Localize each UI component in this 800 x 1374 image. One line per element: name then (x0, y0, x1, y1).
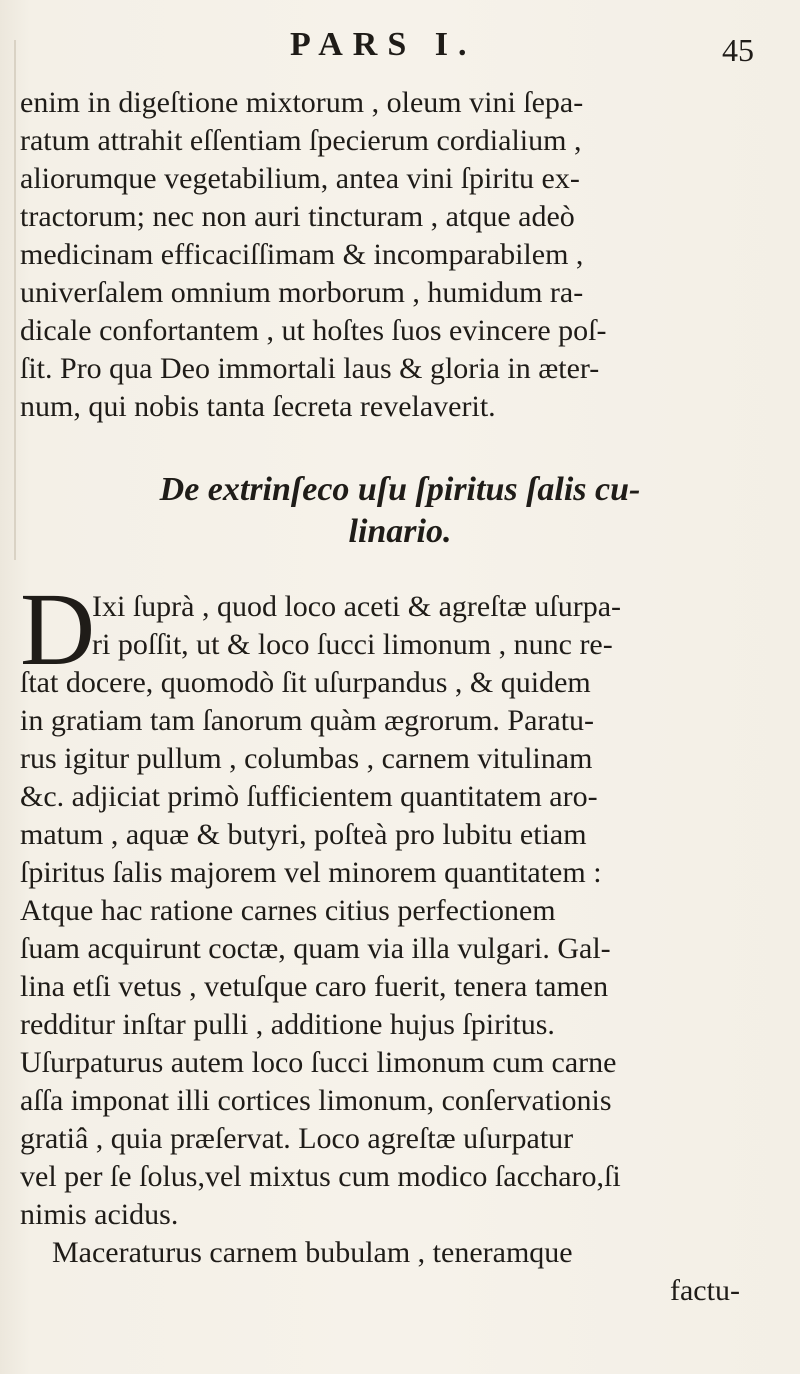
text-line: ſtat docere, quomodò ſit uſurpandus , & quidem (20, 666, 591, 699)
drop-cap: D (20, 572, 96, 687)
text-line: Ixi ſuprà , quod loco aceti & agreſtæ uſurpa- (92, 590, 621, 623)
text-line: ratum attrahit eſſentiam ſpecierum cordialium , (20, 124, 582, 157)
text-line: in gratiam tam ſanorum quàm ægrorum. Paratu- (20, 704, 595, 737)
text-line: rus igitur pullum , columbas , carnem vitulinam (20, 742, 593, 775)
text-line: enim in digeſtione mixtorum , oleum vini ſepa- (20, 86, 584, 119)
text-line: vel per ſe ſolus,vel mixtus cum modico ſaccharo,ſi (20, 1160, 621, 1193)
text-line: dicale confortantem , ut hoſtes ſuos evincere poſ- (20, 314, 607, 347)
text-line: tractorum; nec non auri tincturam , atque adeò (20, 200, 575, 233)
text-line: aſſa imponat illi cortices limonum, conſervationis (20, 1084, 612, 1117)
section-heading-line: De extrinſeco uſu ſpiritus ſalis cu- (159, 471, 641, 508)
page-number: 45 (722, 32, 754, 68)
text-line: ſpiritus ſalis majorem vel minorem quantitatem : (20, 856, 602, 889)
text-line: matum , aquæ & butyri, poſteà pro lubitu etiam (20, 818, 587, 851)
text-line: &c. adjiciat primò ſufficientem quantitatem aro- (20, 780, 598, 813)
text-line: Uſurpaturus autem loco ſucci limonum cum carne (20, 1046, 617, 1079)
page-header (0, 26, 800, 76)
text-line: ſuam acquirunt coctæ, quam via illa vulgari. Gal- (20, 932, 611, 965)
text-line: Atque hac ratione carnes citius perfectionem (20, 894, 556, 927)
text-line: aliorumque vegetabilium, antea vini ſpiritu ex- (20, 162, 580, 195)
section-heading-line: linario. (348, 513, 452, 550)
text-line: medicinam efficaciſſimam & incomparabilem , (20, 238, 584, 271)
text-line: num, qui nobis tanta ſecreta revelaverit. (20, 390, 496, 423)
text-line: gratiâ , quia præſervat. Loco agreſtæ uſurpatur (20, 1122, 574, 1155)
text-line: Maceraturus carnem bubulam , teneramque (52, 1236, 573, 1269)
catchword: factu- (670, 1274, 740, 1307)
text-line: redditur inſtar pulli , additione hujus ſpiritus. (20, 1008, 555, 1041)
text-line: lina etſi vetus , vetuſque caro fuerit, tenera tamen (20, 970, 609, 1003)
text-line: nimis acidus. (20, 1198, 179, 1231)
text-line: ſit. Pro qua Deo immortali laus & gloria in æter- (20, 352, 600, 385)
text-line: univerſalem omnium morborum , humidum ra- (20, 276, 584, 309)
text-line: ri poſſit, ut & loco ſucci limonum , nunc re- (92, 628, 613, 661)
running-head: PARS I. (290, 26, 477, 63)
